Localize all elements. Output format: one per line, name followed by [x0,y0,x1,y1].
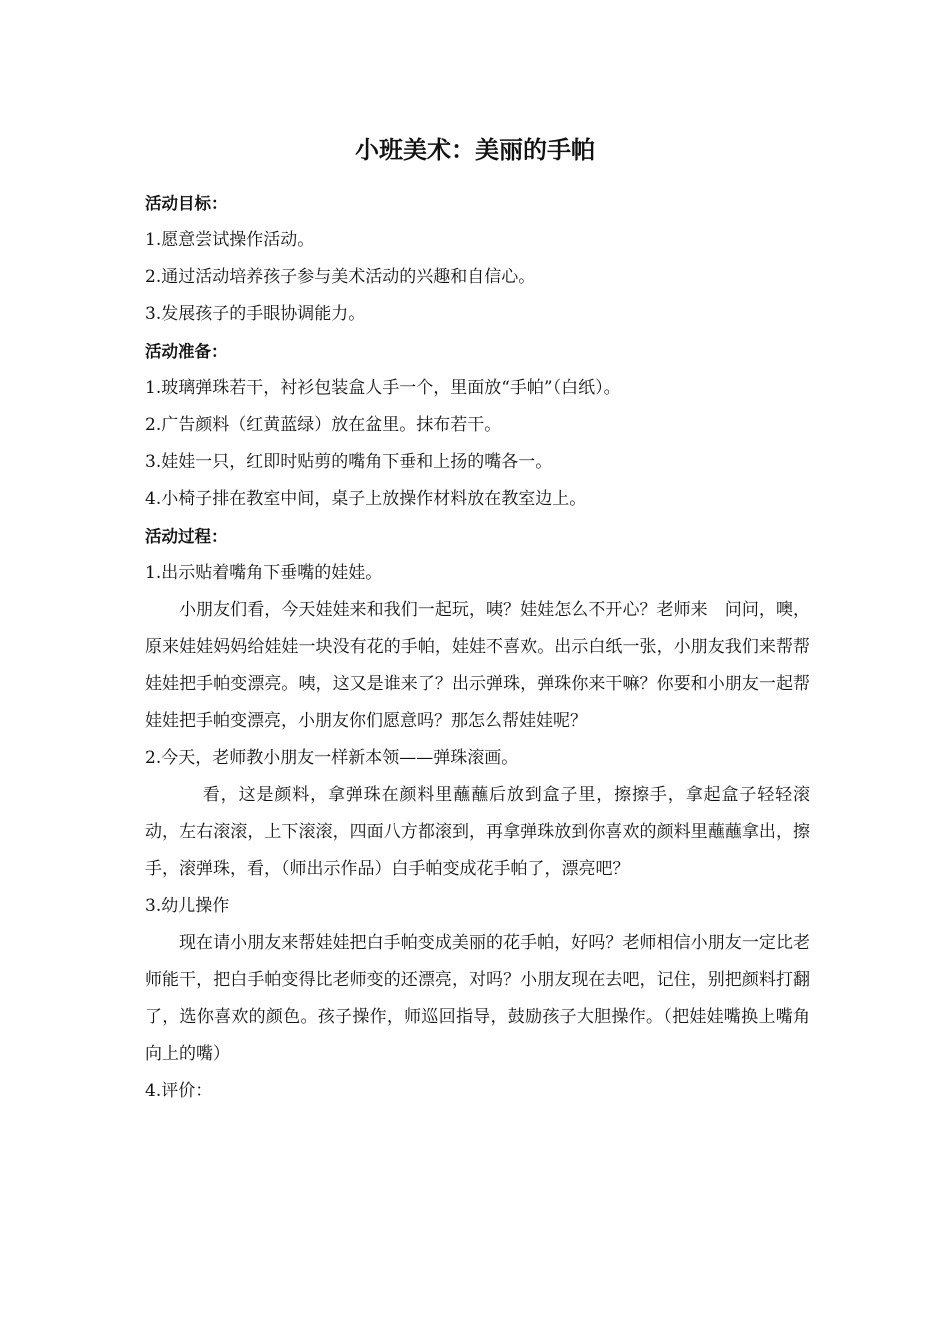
preparation-item-3: 3.娃娃一只，红即时贴剪的嘴角下垂和上扬的嘴各一。 [145,452,553,472]
process-step-1: 1.出示贴着嘴角下垂嘴的娃娃。 [145,563,383,583]
process-step-4: 4.评价： [145,1081,213,1101]
document-title: 小班美术：美丽的手帕 [355,136,595,164]
process-paragraph-1: 小朋友们看，今天娃娃来和我们一起玩，咦？娃娃怎么不开心？老师来 问问，噢，原来娃娃妈妈给娃娃一块没有花的手帕，娃娃不喜欢。出示白纸一张，小朋友我们来帮帮娃娃把手帕变漂亮。咦，这又是谁来了？出示弹珠，弹珠你来干嘛？你要和小朋友一起帮娃娃把手帕变漂亮，小朋友你们愿意吗？那怎么帮娃娃呢？ [145,600,810,731]
process-paragraph-3: 现在请小朋友来帮娃娃把白手帕变成美丽的花手帕，好吗？老师相信小朋友一定比老师能干，把白手帕变得比老师变的还漂亮，对吗？小朋友现在去吧，记住，别把颜料打翻了，选你喜欢的颜色。孩子操作，师巡回指导，鼓励孩子大胆操作。（把娃娃嘴换上嘴角向上的嘴） [145,933,810,1064]
preparation-heading: 活动准备： [145,342,228,361]
document-body [145,185,810,1110]
goal-item-3: 3.发展孩子的手眼协调能力。 [145,304,366,324]
goal-item-1: 1.愿意尝试操作活动。 [145,230,315,250]
preparation-item-2: 2.广告颜料（红黄蓝绿）放在盆里。抹布若干。 [145,415,502,435]
preparation-item-4: 4.小椅子排在教室中间，桌子上放操作材料放在教室边上。 [145,489,587,509]
preparation-item-1: 1.玻璃弹珠若干，衬衫包装盒人手一个，里面放“手帕”（白纸）。 [145,378,621,398]
process-step-3: 3.幼儿操作 [145,896,230,916]
process-step-2: 2.今天，老师教小朋友一样新本领——弹珠滚画。 [145,748,519,768]
goals-heading: 活动目标： [145,194,228,213]
goal-item-2: 2.通过活动培养孩子参与美术活动的兴趣和自信心。 [145,267,536,287]
process-paragraph-2: 看，这是颜料，拿弹珠在颜料里蘸蘸后放到盒子里，擦擦手，拿起盒子轻轻滚动，左右滚滚，上下滚滚，四面八方都滚到，再拿弹珠放到你喜欢的颜料里蘸蘸拿出，擦手，滚弹珠，看，（师出示作品）白手帕变成花手帕了，漂亮吧？ [145,785,810,879]
process-heading: 活动过程： [145,527,228,546]
